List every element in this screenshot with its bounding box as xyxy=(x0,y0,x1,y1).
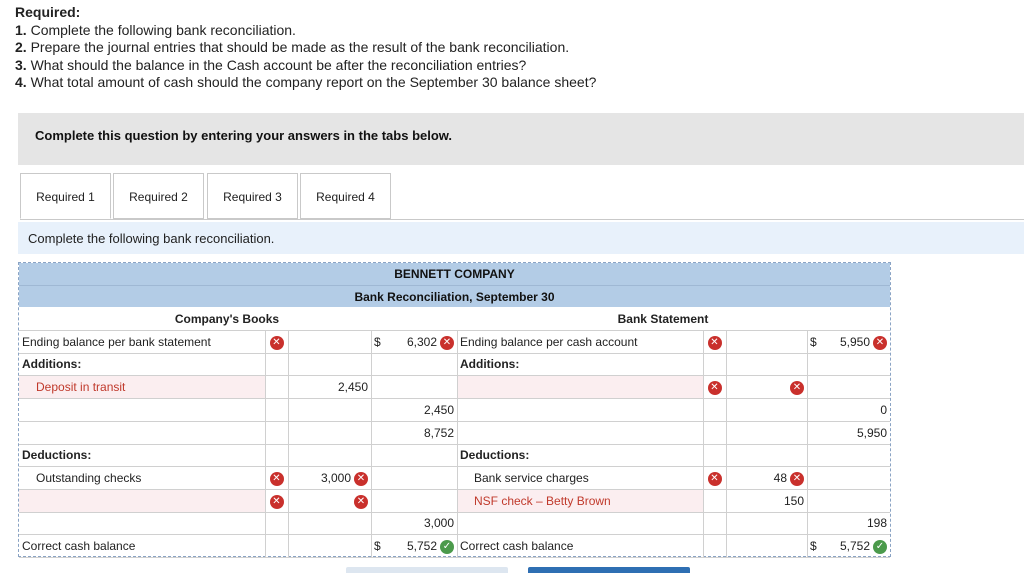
column-divider xyxy=(807,376,808,399)
bank-total-text: 5,950 xyxy=(856,426,887,440)
company-books-header: Company's Books xyxy=(174,312,280,326)
table-row xyxy=(19,422,890,445)
bank-total[interactable] xyxy=(807,422,890,444)
books-total[interactable] xyxy=(371,331,457,353)
books-label-text: Correct cash balance xyxy=(22,539,136,553)
books-label[interactable] xyxy=(19,467,265,489)
column-divider xyxy=(726,399,727,422)
currency-sign: $ xyxy=(374,335,381,349)
books-total[interactable] xyxy=(371,422,457,444)
column-divider xyxy=(288,422,289,445)
column-divider xyxy=(457,422,458,445)
books-label-status xyxy=(265,467,288,489)
instruction-banner xyxy=(18,113,1024,165)
column-divider xyxy=(703,422,704,445)
tab-required-2[interactable]: Required 2 xyxy=(113,173,204,219)
column-divider xyxy=(726,512,727,535)
bank-reconciliation xyxy=(18,262,891,557)
books-label-text: Deductions: xyxy=(22,448,92,462)
bank-label-status xyxy=(703,331,726,353)
bank-amount[interactable] xyxy=(726,331,807,353)
requirements xyxy=(15,4,596,92)
table-row xyxy=(19,444,890,467)
table-row xyxy=(19,512,890,535)
column-headers xyxy=(19,308,890,331)
bank-label[interactable] xyxy=(457,535,703,557)
column-divider xyxy=(726,353,727,376)
bank-label-status xyxy=(703,376,726,398)
bank-total-text: 5,752 xyxy=(839,539,870,553)
column-divider xyxy=(288,535,289,558)
bank-label-status xyxy=(703,467,726,489)
column-divider xyxy=(288,444,289,467)
books-total[interactable] xyxy=(371,512,457,534)
prev-button[interactable] xyxy=(346,567,508,573)
table-row xyxy=(19,353,890,376)
column-divider xyxy=(265,535,266,558)
requirement-1: 1. Complete the following bank reconciliation. xyxy=(15,21,296,38)
column-divider xyxy=(457,399,458,422)
requirement-3: 3. What should the balance in the Cash account be after the reconciliation entries? xyxy=(15,56,527,73)
requirement-2: 2. Prepare the journal entries that should be made as the result of the bank reconciliation. xyxy=(15,39,570,55)
books-label-status xyxy=(265,490,288,512)
column-divider xyxy=(371,444,372,467)
column-divider xyxy=(703,512,704,535)
instruction-bar xyxy=(18,222,1024,254)
books-total-text: 8,752 xyxy=(423,426,454,440)
books-total[interactable] xyxy=(371,535,457,557)
column-divider xyxy=(726,422,727,445)
column-divider xyxy=(371,376,372,399)
column-divider xyxy=(703,353,704,376)
column-divider xyxy=(703,490,704,513)
books-total-text: 3,000 xyxy=(423,516,454,530)
column-divider xyxy=(288,353,289,376)
bank-total[interactable] xyxy=(807,331,890,353)
column-divider xyxy=(265,512,266,535)
table-row xyxy=(19,490,890,513)
x-circle-icon: ✕ xyxy=(270,495,284,509)
bank-label-text: Ending balance per cash account xyxy=(460,335,638,349)
books-amount[interactable] xyxy=(288,331,371,353)
x-circle-icon: ✕ xyxy=(873,336,887,350)
column-divider xyxy=(371,467,372,490)
books-amount[interactable] xyxy=(288,490,371,512)
books-label[interactable] xyxy=(19,353,265,375)
x-circle-icon: ✕ xyxy=(440,336,454,350)
tab-divider xyxy=(20,219,1024,220)
column-divider xyxy=(457,512,458,535)
x-circle-icon: ✕ xyxy=(790,381,804,395)
bank-amount[interactable] xyxy=(726,467,807,489)
bank-amount-text: 150 xyxy=(783,494,804,508)
books-label-status xyxy=(265,331,288,353)
reconciliation-title: Bank Reconciliation, September 30 xyxy=(19,285,890,307)
books-label[interactable] xyxy=(19,331,265,353)
bank-total[interactable] xyxy=(807,399,890,421)
column-divider xyxy=(265,444,266,467)
x-circle-icon: ✕ xyxy=(708,472,722,486)
x-circle-icon: ✕ xyxy=(270,336,284,350)
x-circle-icon: ✕ xyxy=(270,472,284,486)
books-total[interactable] xyxy=(371,399,457,421)
column-divider xyxy=(726,444,727,467)
check-circle-icon: ✓ xyxy=(873,540,887,554)
column-divider xyxy=(288,512,289,535)
x-circle-icon: ✕ xyxy=(708,381,722,395)
x-circle-icon: ✕ xyxy=(790,472,804,486)
currency-sign: $ xyxy=(810,335,817,349)
books-label[interactable] xyxy=(19,490,265,512)
x-circle-icon: ✕ xyxy=(354,472,368,486)
tab-required-4[interactable]: Required 4 xyxy=(300,173,391,219)
bank-amount-text: 48 xyxy=(773,471,787,485)
check-circle-icon: ✓ xyxy=(440,540,454,554)
books-label-text: Additions: xyxy=(22,357,82,371)
bank-label[interactable] xyxy=(457,490,703,512)
table-row xyxy=(19,535,890,558)
books-total-text: 6,302 xyxy=(406,335,437,349)
bank-label-text: Additions: xyxy=(460,357,520,371)
bank-label-text: Bank service charges xyxy=(474,471,589,485)
bank-label-text: NSF check – Betty Brown xyxy=(474,494,611,508)
currency-sign: $ xyxy=(810,539,817,553)
books-total-text: 5,752 xyxy=(406,539,437,553)
books-label-text: Ending balance per bank statement xyxy=(22,335,211,349)
bank-label[interactable] xyxy=(457,444,703,466)
requirement-4: 4. What total amount of cash should the company report on the September 30 balance sheet? xyxy=(15,74,597,90)
next-button[interactable] xyxy=(528,567,690,573)
requirements-title: Required: xyxy=(15,4,81,20)
x-circle-icon: ✕ xyxy=(708,336,722,350)
column-divider xyxy=(265,399,266,422)
bank-statement-header: Bank Statement xyxy=(617,312,709,326)
column-divider xyxy=(265,376,266,399)
column-divider xyxy=(703,399,704,422)
bank-amount[interactable] xyxy=(726,376,807,398)
column-divider xyxy=(807,467,808,490)
x-circle-icon: ✕ xyxy=(354,495,368,509)
bank-label-text: Correct cash balance xyxy=(460,539,574,553)
books-label[interactable] xyxy=(19,535,265,557)
books-total-text: 2,450 xyxy=(423,403,454,417)
bank-amount[interactable] xyxy=(726,490,807,512)
bank-total-text: 5,950 xyxy=(839,335,870,349)
table-row xyxy=(19,399,890,422)
books-label-text: Outstanding checks xyxy=(36,471,142,485)
column-divider xyxy=(807,490,808,513)
bank-label[interactable] xyxy=(457,331,703,353)
bank-total[interactable] xyxy=(807,535,890,557)
books-label[interactable] xyxy=(19,376,265,398)
bank-total-text: 198 xyxy=(866,516,887,530)
books-label-text: Deposit in transit xyxy=(36,380,126,394)
books-amount-text: 3,000 xyxy=(320,471,351,485)
column-divider xyxy=(807,444,808,467)
column-divider xyxy=(288,399,289,422)
currency-sign: $ xyxy=(374,539,381,553)
books-label[interactable] xyxy=(19,444,265,466)
bank-label[interactable] xyxy=(457,353,703,375)
books-amount[interactable] xyxy=(288,376,371,398)
column-divider xyxy=(265,422,266,445)
bank-total-text: 0 xyxy=(880,403,887,417)
books-amount[interactable] xyxy=(288,467,371,489)
banner-text: Complete this question by entering your answers in the tabs below. xyxy=(35,128,453,143)
tab-required-1[interactable]: Required 1 xyxy=(20,173,111,219)
column-divider xyxy=(371,353,372,376)
tab-required-3[interactable]: Required 3 xyxy=(207,173,298,219)
company-name: BENNETT COMPANY xyxy=(19,263,890,285)
bank-label[interactable] xyxy=(457,467,703,489)
bank-label-text: Deductions: xyxy=(460,448,530,462)
table-row xyxy=(19,376,890,399)
table-row xyxy=(19,331,890,354)
column-divider xyxy=(807,353,808,376)
books-amount-text: 2,450 xyxy=(337,380,368,394)
column-divider xyxy=(726,535,727,558)
column-divider xyxy=(371,490,372,513)
table-row xyxy=(19,467,890,490)
instruction-text: Complete the following bank reconciliation. xyxy=(28,231,275,246)
column-divider xyxy=(703,535,704,558)
bank-total[interactable] xyxy=(807,512,890,534)
bank-label[interactable] xyxy=(457,376,703,398)
column-divider xyxy=(703,444,704,467)
column-divider xyxy=(265,353,266,376)
